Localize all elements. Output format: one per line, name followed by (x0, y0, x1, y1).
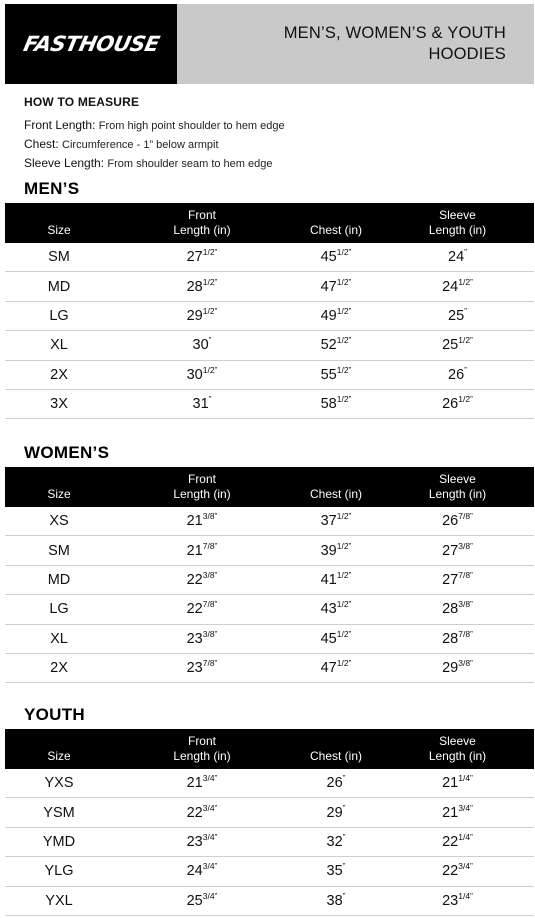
chest-cell (291, 775, 381, 791)
column-header-chest (291, 467, 381, 507)
value-whole: 58 (320, 396, 337, 413)
value-whole: 24 (448, 249, 465, 266)
front-length-cell (113, 364, 291, 383)
value-whole: 32 (326, 833, 343, 850)
value-whole: 23 (442, 892, 459, 909)
column-header-sleeve-length (381, 203, 534, 243)
sleeve-length-cell (381, 337, 534, 353)
column-header-front-length (113, 203, 291, 243)
table-row (5, 507, 534, 536)
size-cell: YMD (42, 833, 76, 850)
chest-cell (291, 831, 381, 850)
measure-label: Front Length: (24, 118, 96, 132)
value-whole: 29 (442, 660, 459, 677)
measure-chest (24, 135, 285, 154)
value-fraction: 1/4” (458, 890, 473, 901)
table-row (5, 536, 534, 565)
value-whole: 24 (186, 863, 203, 880)
value-whole: 22 (442, 863, 459, 880)
value-fraction: ” (342, 861, 346, 872)
value-whole: 55 (320, 366, 337, 383)
measure-label: Sleeve Length: (24, 156, 105, 170)
value-whole: 35 (326, 863, 343, 880)
sleeve-length-cell (381, 601, 534, 617)
front-length-cell (113, 890, 291, 909)
value-fraction: 3/8” (458, 599, 473, 610)
front-length-cell (113, 863, 291, 879)
value-whole: 37 (320, 513, 337, 530)
table-row (5, 857, 534, 886)
how-to-measure (24, 95, 285, 173)
value-whole: 21 (442, 804, 459, 821)
chest-cell (291, 569, 381, 588)
value-whole: 47 (320, 660, 337, 677)
value-fraction: 1/2” (336, 247, 352, 258)
logo-text: FASTHOUSE (21, 32, 161, 56)
chest-cell (291, 863, 381, 879)
value-whole: 22 (186, 601, 203, 618)
value-fraction: 1/2” (458, 394, 473, 405)
value-fraction: 7/8” (202, 540, 218, 551)
value-whole: 38 (326, 892, 343, 909)
value-fraction: 1/2” (336, 599, 352, 610)
size-cell: LG (49, 601, 69, 618)
chest-cell (291, 890, 381, 909)
size-cell: MD (47, 278, 71, 295)
value-fraction: ” (208, 335, 212, 346)
size-table (5, 467, 534, 683)
value-whole: 26 (442, 513, 459, 530)
value-whole: 31 (192, 396, 209, 413)
sleeve-length-cell (381, 305, 534, 324)
value-fraction: 3/8” (202, 569, 218, 580)
value-whole: 28 (186, 278, 203, 295)
table-header (5, 729, 534, 769)
value-whole: 25 (442, 337, 459, 354)
value-fraction: 7/8” (202, 658, 218, 669)
page-title-line1: MEN’S, WOMEN’S & YOUTH (283, 24, 506, 42)
table-row (5, 272, 534, 301)
column-header-label: Sleeve (439, 472, 476, 486)
front-length-cell (113, 249, 291, 265)
table-row (5, 390, 534, 419)
table-row (5, 769, 534, 798)
value-fraction: 3/4” (202, 890, 218, 901)
value-whole: 27 (442, 542, 459, 559)
chest-cell (291, 364, 381, 383)
front-length-cell (113, 660, 291, 676)
sleeve-length-cell (381, 660, 534, 676)
value-whole: 21 (442, 775, 459, 792)
value-whole: 47 (320, 278, 337, 295)
value-whole: 30 (186, 366, 203, 383)
value-fraction: ” (342, 773, 346, 784)
table-row (5, 828, 534, 857)
size-cell: 2X (50, 660, 68, 677)
chest-cell (291, 396, 381, 412)
value-fraction: 1/2” (336, 628, 352, 639)
table-row (5, 798, 534, 827)
value-whole: 25 (448, 307, 465, 324)
sleeve-length-cell (381, 364, 534, 383)
table-row (5, 331, 534, 360)
value-fraction: 3/8” (202, 628, 218, 639)
front-length-cell (113, 628, 291, 647)
value-fraction: 1/2” (202, 247, 218, 258)
sleeve-length-cell (381, 249, 534, 265)
measure-sleeve-length (24, 154, 285, 173)
table-header (5, 467, 534, 507)
measure-front-length (24, 116, 285, 135)
chest-cell (291, 660, 381, 676)
value-whole: 27 (186, 249, 203, 266)
chest-cell (291, 337, 381, 353)
value-whole: 26 (326, 775, 343, 792)
value-fraction: 3/4” (202, 861, 218, 872)
size-cell: XL (50, 337, 68, 354)
sleeve-length-cell (381, 540, 534, 559)
value-fraction: 1/2” (336, 569, 352, 580)
value-whole: 23 (186, 660, 203, 677)
section-title: WOMEN’S (24, 443, 110, 462)
column-header-label: Chest (in) (309, 749, 362, 763)
table-row (5, 566, 534, 595)
value-whole: 26 (442, 396, 459, 413)
value-fraction: 1/2” (336, 335, 352, 346)
size-cell: YLG (44, 863, 74, 880)
value-fraction: 3/4” (202, 802, 218, 813)
value-whole: 43 (320, 601, 337, 618)
value-fraction: 1/2” (336, 658, 352, 669)
column-header-chest (291, 203, 381, 243)
value-fraction: 3/4” (458, 861, 473, 872)
value-fraction: 3/4” (458, 802, 473, 813)
value-fraction: 1/2” (458, 276, 473, 287)
value-fraction: ” (342, 890, 346, 901)
sleeve-length-cell (381, 890, 534, 909)
front-length-cell (113, 540, 291, 559)
column-header-label: Chest (in) (309, 487, 362, 501)
column-header-label: Length (in) (173, 223, 231, 237)
value-whole: 22 (186, 804, 203, 821)
value-fraction: ” (464, 305, 467, 316)
table-header (5, 203, 534, 243)
value-whole: 23 (186, 630, 203, 647)
size-cell: 2X (50, 366, 68, 383)
size-cell: SM (48, 542, 70, 559)
column-header-sleeve-length (381, 467, 534, 507)
value-fraction: ” (342, 831, 346, 842)
value-fraction: 1/2” (202, 276, 218, 287)
value-fraction: 1/2” (336, 276, 352, 287)
header (5, 4, 534, 84)
value-fraction: 3/4” (202, 831, 218, 842)
column-header-chest (291, 729, 381, 769)
measure-desc: From shoulder seam to hem edge (107, 158, 273, 170)
column-header-size (5, 203, 113, 243)
table-row (5, 361, 534, 390)
column-header-label: Size (47, 749, 71, 763)
front-length-cell (113, 601, 291, 617)
column-header-label: Length (in) (428, 487, 487, 501)
size-cell: XS (49, 513, 69, 530)
value-whole: 22 (186, 571, 203, 588)
column-header-label: Front (187, 734, 216, 748)
column-header-label: Front (187, 208, 216, 222)
column-header-label: Size (47, 487, 71, 501)
size-cell: 3X (50, 396, 68, 413)
value-whole: 27 (442, 571, 459, 588)
value-whole: 30 (192, 337, 209, 354)
value-fraction: 1/2” (336, 364, 352, 375)
column-header-label: Sleeve (439, 734, 476, 748)
value-fraction: ” (208, 394, 212, 405)
column-header-size (5, 467, 113, 507)
sleeve-length-cell (381, 831, 534, 850)
column-header-size (5, 729, 113, 769)
size-table (5, 729, 534, 916)
value-fraction: 7/8” (202, 599, 218, 610)
measure-desc: Circumference - 1” below armpit (62, 139, 219, 151)
value-fraction: 1/2” (336, 394, 352, 405)
front-length-cell (113, 276, 291, 295)
sleeve-length-cell (381, 396, 534, 412)
table-row (5, 887, 534, 916)
size-cell: MD (47, 571, 71, 588)
value-fraction: ” (464, 247, 467, 258)
column-header-label: Length (in) (428, 223, 487, 237)
front-length-cell (113, 513, 291, 529)
chest-cell (291, 601, 381, 617)
front-length-cell (113, 396, 291, 412)
front-length-cell (113, 305, 291, 324)
section-title: YOUTH (24, 705, 85, 724)
value-fraction: 1/2” (202, 305, 218, 316)
chest-cell (291, 802, 381, 821)
size-cell: YXL (45, 892, 73, 909)
chest-cell (291, 249, 381, 265)
size-cell: XL (50, 630, 68, 647)
value-fraction: 1/2” (202, 364, 218, 375)
table-row (5, 595, 534, 624)
sleeve-length-cell (381, 775, 534, 791)
brand-logo (5, 4, 177, 84)
column-header-label: Sleeve (439, 208, 476, 222)
value-whole: 24 (442, 278, 459, 295)
section-title: MEN’S (24, 179, 80, 198)
value-whole: 41 (320, 571, 337, 588)
table-row (5, 243, 534, 272)
value-whole: 29 (186, 307, 203, 324)
value-whole: 45 (320, 630, 337, 647)
sleeve-length-cell (381, 276, 534, 295)
value-fraction: 3/8” (458, 658, 473, 669)
size-cell: YSM (43, 804, 75, 821)
column-header-label: Chest (in) (309, 223, 362, 237)
size-table (5, 203, 534, 419)
column-header-label: Length (in) (173, 487, 231, 501)
value-fraction: 7/8” (458, 569, 473, 580)
value-fraction: 3/8” (458, 540, 473, 551)
value-fraction: 1/4” (458, 773, 473, 784)
value-whole: 21 (186, 775, 203, 792)
table-row (5, 302, 534, 331)
sleeve-length-cell (381, 863, 534, 879)
size-cell: LG (49, 307, 69, 324)
value-whole: 26 (448, 366, 465, 383)
value-whole: 21 (186, 513, 203, 530)
value-whole: 22 (442, 833, 459, 850)
front-length-cell (113, 569, 291, 588)
value-fraction: 7/8” (458, 511, 473, 522)
value-fraction: 1/2” (458, 335, 473, 346)
value-fraction: 1/4” (458, 831, 473, 842)
chest-cell (291, 305, 381, 324)
value-fraction: ” (342, 802, 346, 813)
column-header-label: Front (187, 472, 216, 486)
column-header-sleeve-length (381, 729, 534, 769)
sleeve-length-cell (381, 513, 534, 529)
front-length-cell (113, 775, 291, 791)
front-length-cell (113, 831, 291, 850)
value-whole: 28 (442, 601, 459, 618)
value-fraction: 3/4” (202, 773, 218, 784)
sleeve-length-cell (381, 802, 534, 821)
value-fraction: 1/2” (336, 305, 352, 316)
value-fraction: 1/2” (336, 540, 352, 551)
column-header-label: Length (in) (428, 749, 487, 763)
value-whole: 25 (186, 892, 203, 909)
size-cell: YXS (44, 775, 74, 792)
page-title-line2: HOODIES (428, 45, 506, 63)
value-whole: 21 (186, 542, 203, 559)
value-whole: 23 (186, 833, 203, 850)
chest-cell (291, 628, 381, 647)
measure-desc: From high point shoulder to hem edge (98, 120, 285, 132)
value-whole: 29 (326, 804, 343, 821)
value-fraction: 1/2” (336, 511, 352, 522)
front-length-cell (113, 802, 291, 821)
table-row (5, 625, 534, 654)
column-header-label: Size (47, 223, 71, 237)
title-panel (177, 4, 534, 84)
sleeve-length-cell (381, 569, 534, 588)
column-header-label: Length (in) (173, 749, 231, 763)
size-cell: SM (48, 249, 70, 266)
measure-label: Chest: (24, 137, 59, 151)
value-whole: 39 (320, 542, 337, 559)
front-length-cell (113, 337, 291, 353)
column-header-front-length (113, 467, 291, 507)
value-whole: 49 (320, 307, 337, 324)
value-fraction: ” (464, 364, 467, 375)
value-whole: 52 (320, 337, 337, 354)
value-fraction: 7/8” (458, 628, 473, 639)
table-row (5, 654, 534, 683)
sleeve-length-cell (381, 628, 534, 647)
chest-cell (291, 513, 381, 529)
value-whole: 45 (320, 249, 337, 266)
value-whole: 28 (442, 630, 459, 647)
column-header-front-length (113, 729, 291, 769)
value-fraction: 3/8” (202, 511, 218, 522)
chest-cell (291, 276, 381, 295)
how-to-measure-title: HOW TO MEASURE (24, 95, 140, 109)
chest-cell (291, 540, 381, 559)
